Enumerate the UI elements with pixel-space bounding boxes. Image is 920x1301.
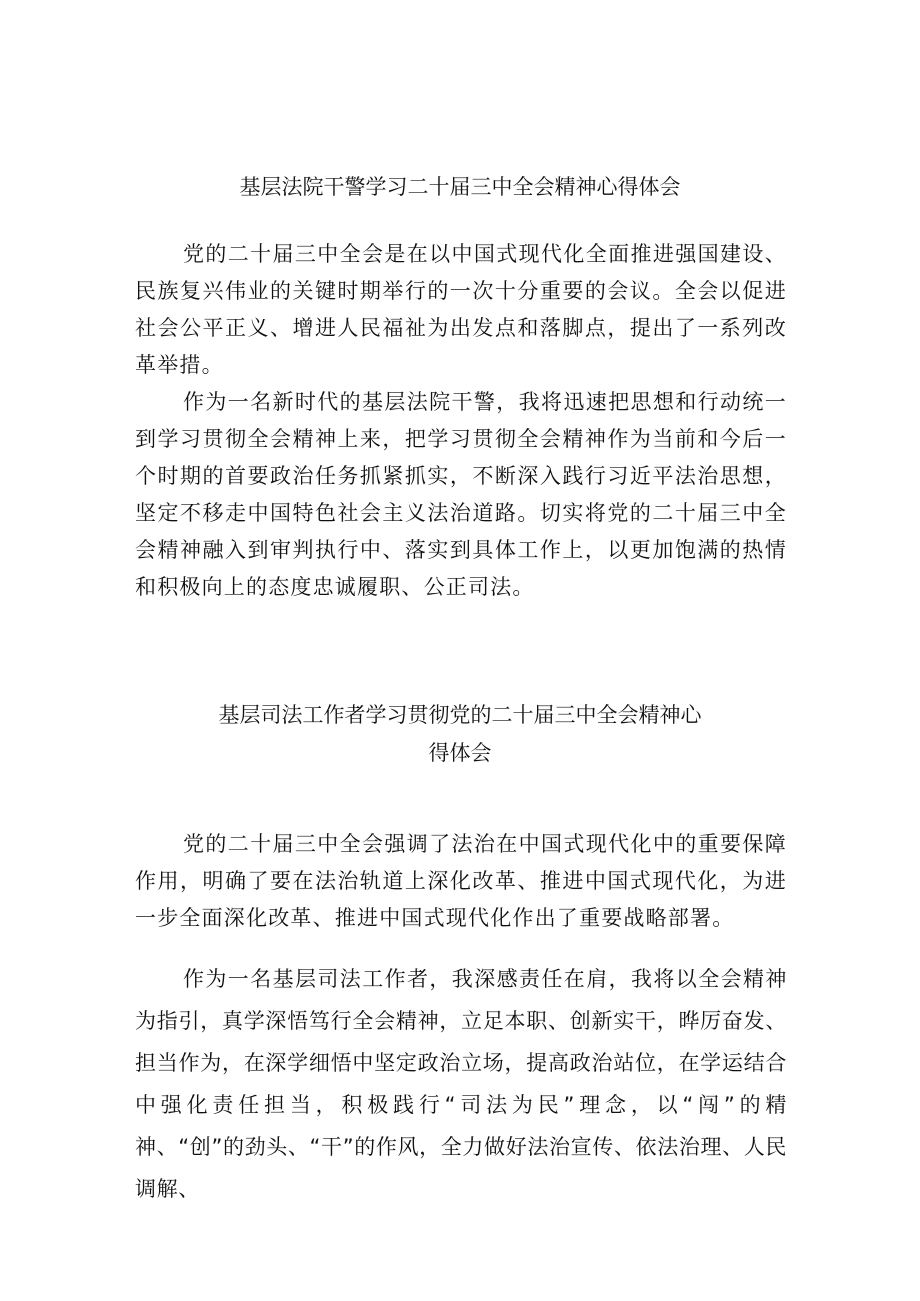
article-1-title: 基层法院干警学习二十届三中全会精神心得体会 [239,175,681,199]
article-2-paragraph-2: 作为一名基层司法工作者，我深感责任在肩，我将以全会精神为指引，真学深悟笃行全会精神，立足本职、创新实干，晔厉奋发、担当作为，在深学细悟中坚定政治立场，提高政治站位，在学运结合中强化责任担当，积极践行“司法为民”理念，以“闯”的精神、“创”的劲头、“干”的作风，全力做好法治宣传、依法治理、人民调解、 [135,967,787,1201]
article-2-title-line-1: 基层司法工作者学习贯彻党的二十届三中全会精神心 [218,703,702,727]
article-2-paragraph-1: 党的二十届三中全会强调了法治在中国式现代化中的重要保障作用，明确了要在法治轨道上深化改革、推进中国式现代化，为进一步全面深化改革、推进中国式现代化作出了重要战略部署。 [135,832,787,930]
article-1-paragraph-1: 党的二十届三中全会是在以中国式现代化全面推进强国建设、民族复兴伟业的关键时期举行的一次十分重要的会议。全会以促进社会公平正义、增进人民福祉为出发点和落脚点，提出了一系列改革举措。 [135,242,787,377]
article-2-title-line-2: 得体会 [428,741,492,765]
article-1-paragraph-2: 作为一名新时代的基层法院干警，我将迅速把思想和行动统一到学习贯彻全会精神上来，把学习贯彻全会精神作为当前和今后一个时期的首要政治任务抓紧抓实，不断深入践行习近平法治思想，坚定不移走中国特色社会主义法治道路。切实将党的二十届三中全会精神融入到审判执行中、落实到具体工作上，以更加饱满的热情和积极向上的态度忠诚履职、公正司法。 [135,390,787,599]
article-2-title [0,696,920,772]
